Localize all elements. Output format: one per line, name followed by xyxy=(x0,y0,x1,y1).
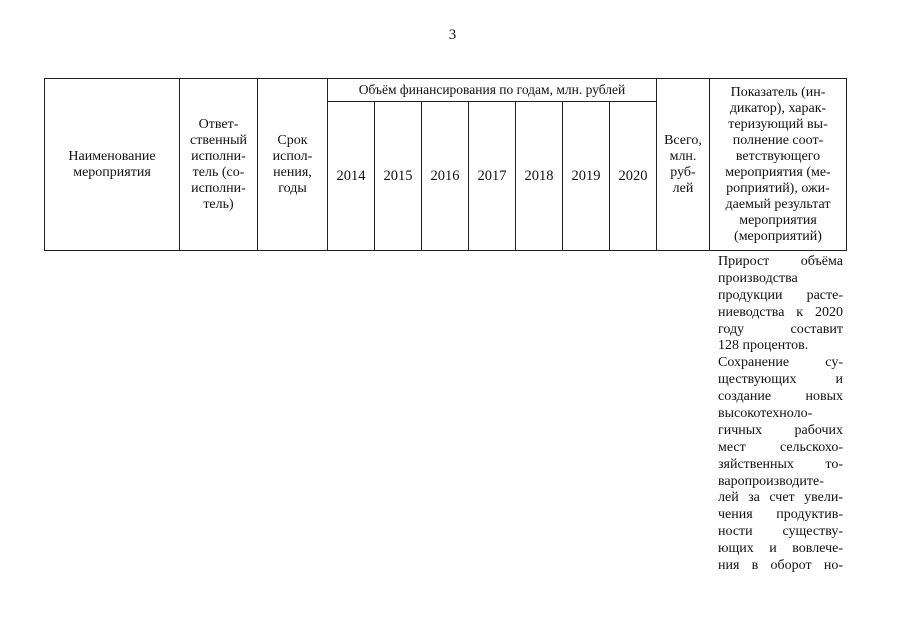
result-line: чения продуктив- xyxy=(718,507,843,523)
header-activity-name-text: Наименование мероприятия xyxy=(68,148,156,180)
result-line: Сохранение су- xyxy=(718,355,843,371)
header-year: 2020 xyxy=(610,102,657,251)
result-line: 128 процентов. xyxy=(718,338,809,354)
header-indicator-line: ветствующего xyxy=(735,148,821,164)
result-line: лей за счет увели- xyxy=(718,490,843,506)
header-year: 2016 xyxy=(422,102,469,251)
header-term xyxy=(258,79,328,251)
header-executor-line: ственный xyxy=(190,132,247,148)
header-executor-line: Ответ- xyxy=(198,116,239,132)
header-executor-line: тель (со- xyxy=(192,164,245,180)
header-total-line: Всего, xyxy=(664,132,702,148)
expected-result-text xyxy=(718,254,843,575)
result-line: мест сельскохо- xyxy=(718,439,843,455)
header-year: 2018 xyxy=(516,102,563,251)
result-line: гичных рабочих xyxy=(718,422,843,438)
header-executor-line: исполни- xyxy=(191,148,246,164)
header-total-line: млн. xyxy=(669,148,697,164)
header-term-line: годы xyxy=(278,180,307,196)
header-term-line: Срок xyxy=(277,132,308,148)
header-executor-line: тель) xyxy=(203,196,234,212)
header-indicator-line: дикатор), харак- xyxy=(729,100,827,116)
header-indicator-line: даемый результат xyxy=(725,196,831,212)
result-line: ществующих и xyxy=(718,372,843,388)
header-indicator xyxy=(710,79,847,251)
header-indicator-line: Показатель (ин- xyxy=(730,84,826,100)
result-line: варопроизводите- xyxy=(718,473,824,489)
header-year: 2019 xyxy=(563,102,610,251)
header-year: 2015 xyxy=(375,102,422,251)
header-indicator-line: полнение соот- xyxy=(732,132,824,148)
activities-table xyxy=(44,78,847,251)
header-indicator-line: теризующий вы- xyxy=(728,116,828,132)
result-line: продукции расте- xyxy=(718,287,843,303)
result-line: производства xyxy=(718,270,798,286)
header-indicator-line: мероприятия (ме- xyxy=(725,164,831,180)
result-line: ности существу- xyxy=(718,524,843,540)
result-line: зяйственных то- xyxy=(718,456,843,472)
header-total-line: лей xyxy=(672,180,694,196)
header-executor xyxy=(180,79,258,251)
header-finance-text: Объём финансирования по годам, млн. рублей xyxy=(358,82,626,97)
result-line: ния в оборот но- xyxy=(718,558,843,574)
header-term-line: испол- xyxy=(272,148,313,164)
result-line: высокотехноло- xyxy=(718,406,813,422)
header-indicator-line: роприятий), ожи- xyxy=(726,180,830,196)
result-line: ниеводства к 2020 xyxy=(718,304,843,320)
header-activity-name xyxy=(45,79,180,251)
header-total-line: руб- xyxy=(670,164,696,180)
header-finance xyxy=(328,79,657,102)
header-indicator-line: мероприятия xyxy=(739,212,817,228)
result-line: ющих и вовлече- xyxy=(718,541,843,557)
header-year: 2017 xyxy=(469,102,516,251)
header-term-line: нения, xyxy=(273,164,312,180)
header-indicator-line: (мероприятий) xyxy=(734,228,822,244)
result-line: Прирост объёма xyxy=(718,254,843,269)
result-line: году составит xyxy=(718,321,843,337)
header-executor-line: исполни- xyxy=(191,180,246,196)
header-year: 2014 xyxy=(328,102,375,251)
result-line: создание новых xyxy=(718,389,843,405)
header-total xyxy=(657,79,710,251)
page-number: 3 xyxy=(448,27,457,43)
